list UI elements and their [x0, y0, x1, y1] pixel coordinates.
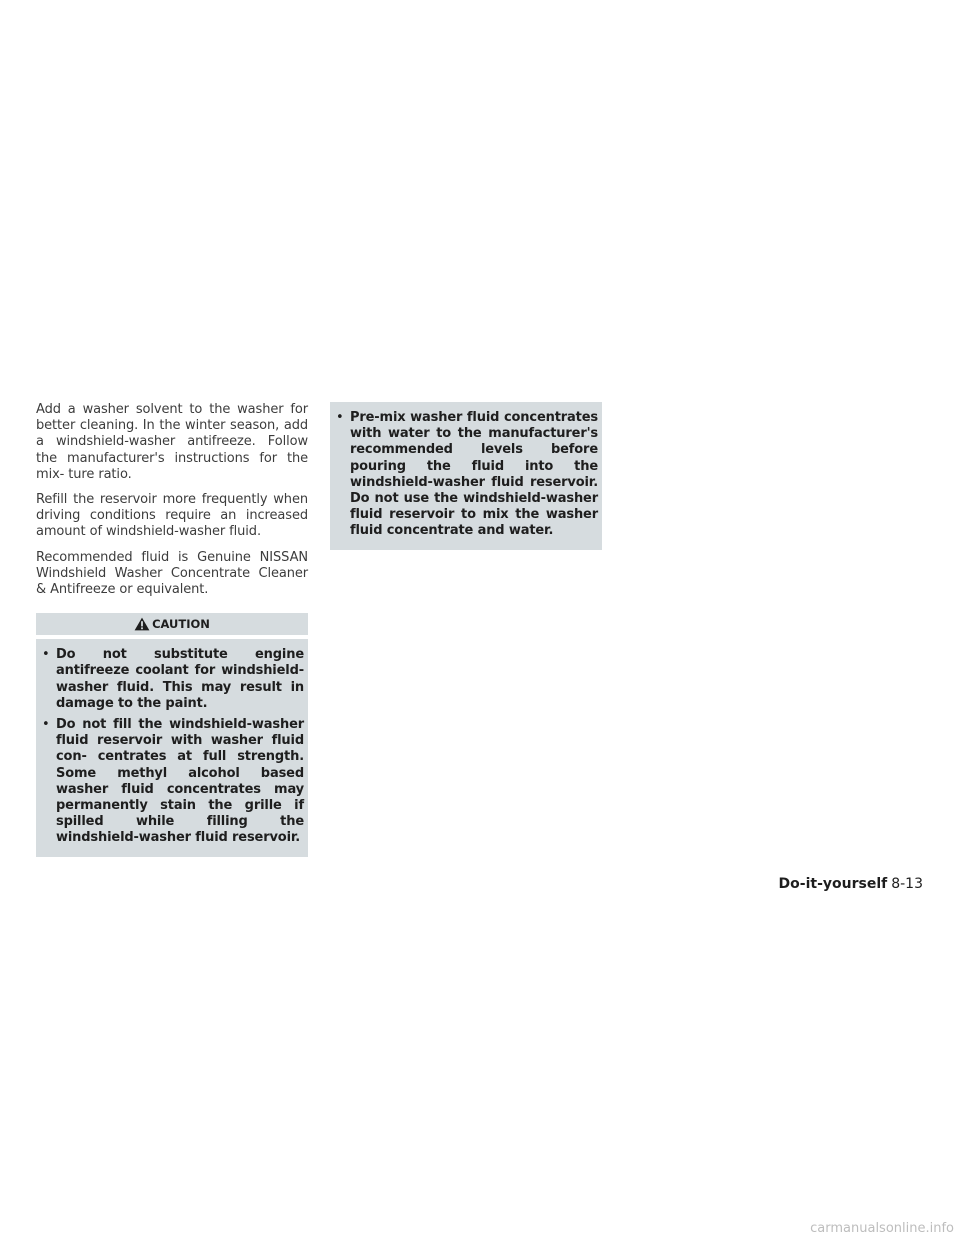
- caution-title: CAUTION: [152, 617, 210, 632]
- caution-bullet-text: Do not substitute engine antifreeze coolant for windshield-washer fluid. This may result in damage to the paint.: [56, 647, 304, 711]
- caution-bullet-text: Pre-mix washer fluid concentrates with water to the manufacturer's recommended levels before pouring the fluid into the windshield-washer fluid reservoir. Do not use the windshield-washer fluid reservoir to mix the washer fluid concentrate and water.: [350, 410, 598, 539]
- bullet-dot: •: [42, 717, 50, 733]
- page-footer: [779, 876, 923, 892]
- bullet-dot: •: [42, 647, 50, 663]
- right-column: [330, 402, 602, 550]
- left-column: [36, 402, 308, 857]
- footer-section-title: Do-it-yourself: [778, 876, 888, 892]
- bullet-dot: •: [336, 410, 344, 425]
- caution-box-left: [36, 639, 308, 856]
- caution-bullet-text: Do not fill the windshield-washer fluid reservoir with washer fluid con- centrates at full strength. Some methyl alcohol based washer fluid concentrates may permanently stain the grille if spilled while filling the windshield-washer fluid reservoir.: [56, 717, 304, 846]
- caution-header: [36, 613, 308, 635]
- caution-bullet: [42, 717, 304, 847]
- watermark: carmanualsonline.info: [810, 1221, 954, 1236]
- paragraph-recommended-fluid: Recommended fluid is Genuine NISSAN Windshield Washer Concentrate Cleaner & Antifreeze or equivalent.: [36, 549, 308, 598]
- caution-bullet: [336, 410, 598, 540]
- paragraph-washer-solvent: Add a washer solvent to the washer for better cleaning. In the winter season, add a windshield-washer antifreeze. Follow the manufacturer's instructions for the mix- ture ratio.: [36, 402, 308, 482]
- warning-triangle-icon: [134, 617, 150, 631]
- caution-box-right: [330, 402, 602, 550]
- caution-bullet: [42, 647, 304, 712]
- paragraph-refill-reservoir: Refill the reservoir more frequently when driving conditions require an increased amount of windshield-washer fluid.: [36, 492, 308, 540]
- footer-page-number: 8-13: [891, 876, 923, 892]
